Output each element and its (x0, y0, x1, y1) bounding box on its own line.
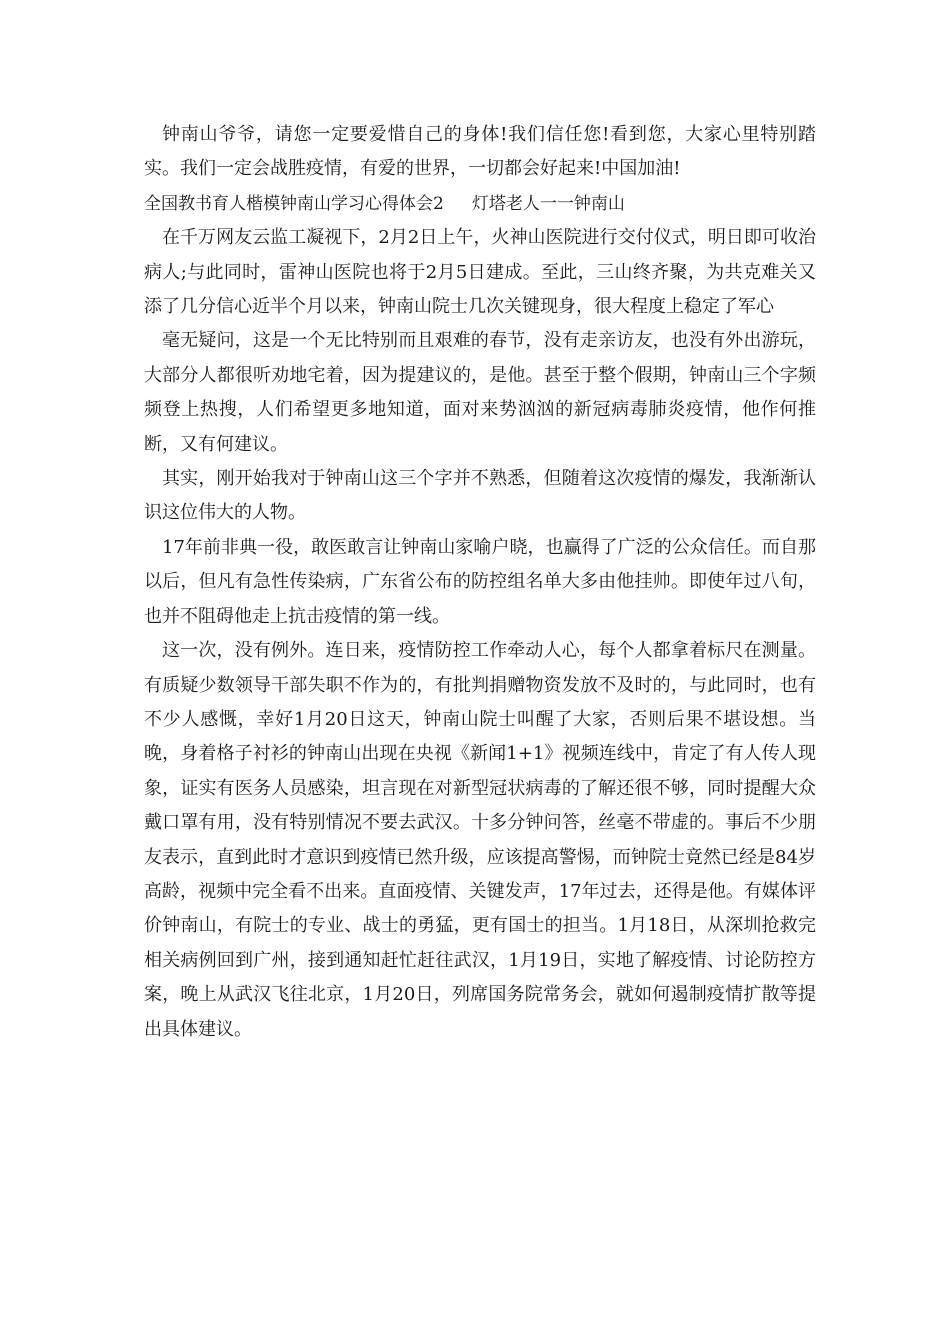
body-paragraph: 17年前非典一役，敢医敢言让钟南山家喻户晓，也赢得了广泛的公众信任。而自那以后，但凡有急性传染病，广东省公布的防控组名单大多由他挂帅。即使年过八旬，也并不阻碍他走上抗击疫情的第一线。 (144, 536, 816, 627)
document-body (144, 118, 816, 1047)
section-heading (144, 187, 816, 221)
body-paragraph: 这一次，没有例外。连日来，疫情防控工作牵动人心，每个人都拿着标尺在测量。有质疑少数领导干部失职不作为的，有批判捐赠物资发放不及时的，与此同时，也有不少人感慨，幸好1月20日这天，钟南山院士叫醒了大家，否则后果不堪设想。当晚，身着格子衬衫的钟南山出现在央视《新闻1+1》视频连线中，肯定了有人传人现象，证实有医务人员感染，坦言现在对新型冠状病毒的了解还很不够，同时提醒大众戴口罩有用，没有特别情况不要去武汉。十多分钟问答，丝毫不带虚的。事后不少朋友表示，直到此时才意识到疫情已然升级，应该提高警惕，而钟院士竟然已经是84岁高龄，视频中完全看不出来。直面疫情、关键发声，17年过去，还得是他。有媒体评价钟南山，有院士的专业、战士的勇猛，更有国士的担当。1月18日，从深圳抢救完相关病例回到广州，接到通知赶忙赶往武汉，1月19日，实地了解疫情、讨论防控方案，晚上从武汉飞往北京，1月20日，列席国务院常务会，就如何遏制疫情扩散等提出具体建议。 (144, 640, 816, 1040)
section-title: 全国教书育人楷模钟南山学习心得体会2 (144, 193, 444, 214)
body-paragraph: 毫无疑问，这是一个无比特别而且艰难的春节，没有走亲访友，也没有外出游玩，大部分人都很听劝地宅着，因为提建议的，是他。甚至于整个假期，钟南山三个字频频登上热搜，人们希望更多地知道，面对来势汹汹的新冠病毒肺炎疫情，他作何推断，又有何建议。 (144, 330, 816, 455)
intro-paragraph: 钟南山爷爷，请您一定要爱惜自己的身体!我们信任您!看到您，大家心里特别踏实。我们一定会战胜疫情，有爱的世界，一切都会好起来!中国加油! (144, 124, 816, 180)
body-paragraph: 其实，刚开始我对于钟南山这三个字并不熟悉，但随着这次疫情的爆发，我渐渐认识这位伟大的人物。 (144, 468, 816, 524)
section-subtitle: 灯塔老人一一钟南山 (471, 193, 625, 214)
body-paragraph: 在千万网友云监工凝视下，2月2日上午，火神山医院进行交付仪式，明日即可收治病人;与此同时，雷神山医院也将于2月5日建成。至此，三山终齐聚，为共克难关又添了几分信心近半个月以来，钟南山院士几次关键现身，很大程度上稳定了军心 (144, 227, 816, 318)
